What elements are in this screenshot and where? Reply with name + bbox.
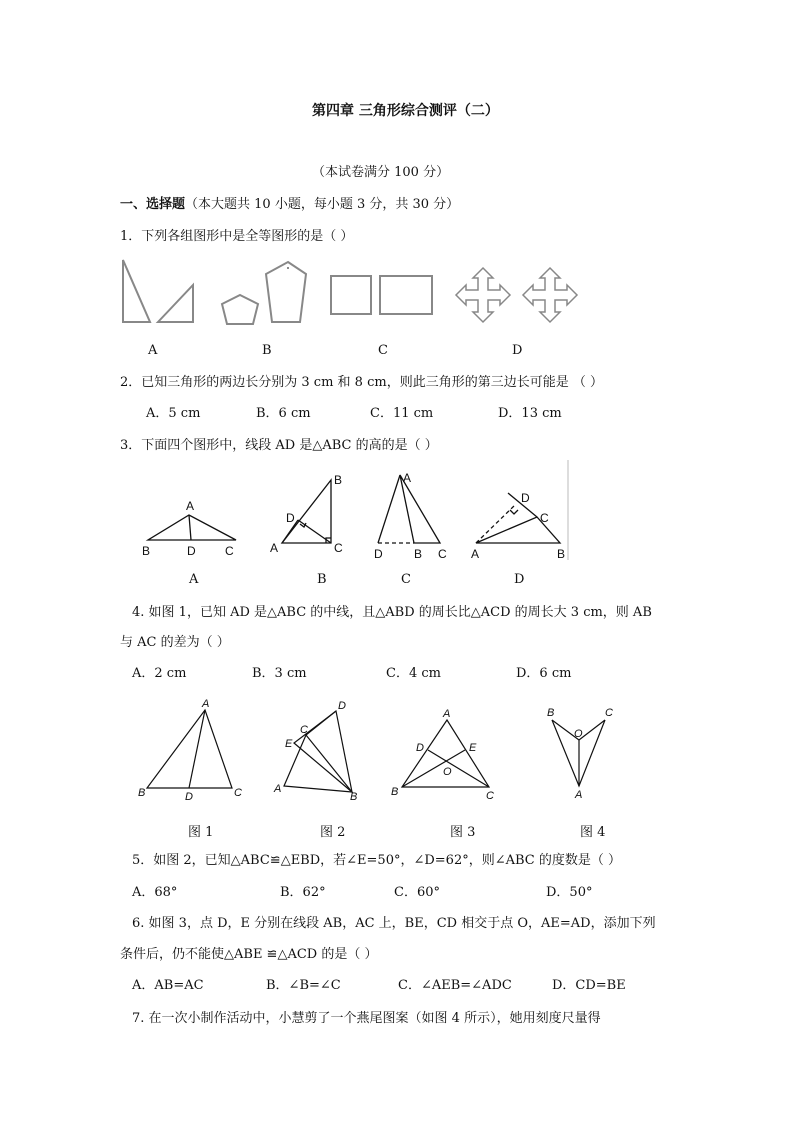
q5-option-d[interactable]: D．50° <box>546 885 593 900</box>
q3b-label-c: C <box>334 541 343 555</box>
q1-option-b[interactable]: B <box>262 343 272 358</box>
q3-option-a[interactable]: A <box>189 572 199 587</box>
q3a-label-a: A <box>186 499 195 513</box>
q2-text: 2．已知三角形的两边长分别为 3 cm 和 8 cm，则此三角形的第三边长可能是 （ ） <box>120 375 603 390</box>
q6-text-line1: 6. 如图 3，点 D，E 分别在线段 AB，AC 上，BE，CD 相交于点 O，AE=AD，添加下列 <box>132 916 656 931</box>
figure-3-caption: 图 3 <box>450 825 476 840</box>
q6-option-c[interactable]: C．∠AEB=∠ADC <box>398 978 512 993</box>
f2-label-b: B <box>350 791 358 803</box>
q3d-label-a: A <box>471 547 480 561</box>
q3d-label-b: B <box>557 547 566 561</box>
f3-label-e: E <box>469 742 477 754</box>
f3-label-a: A <box>443 708 451 720</box>
q4-text-line1: 4. 如图 1，已知 AD 是△ABC 的中线，且△ABD 的周长比△ACD 的周长大 3 cm，则 AB <box>132 605 652 620</box>
q3c-label-c: C <box>438 547 447 561</box>
q4-option-b[interactable]: B．3 cm <box>252 666 307 681</box>
q2-option-d[interactable]: D．13 cm <box>498 406 562 421</box>
q3b-label-d: D <box>286 511 295 525</box>
f2-label-c: C <box>300 724 308 736</box>
f1-label-d: D <box>185 791 193 803</box>
q3-option-b[interactable]: B <box>317 572 327 587</box>
q3b-label-b: B <box>334 473 343 487</box>
q5-option-b[interactable]: B．62° <box>280 885 326 900</box>
q5-option-c[interactable]: C．60° <box>394 885 440 900</box>
q1-option-a[interactable]: A <box>148 343 158 358</box>
q6-text-line2: 条件后，仍不能使△ABE ≌△ACD 的是（ ） <box>120 947 378 962</box>
f1-label-a: A <box>202 698 210 710</box>
f3-label-b: B <box>391 786 399 798</box>
figure-2-caption: 图 2 <box>320 825 346 840</box>
q1-text: 1．下列各组图形中是全等图形的是（ ） <box>120 229 354 244</box>
figure-4-caption: 图 4 <box>580 825 606 840</box>
f3-label-o: O <box>443 766 452 778</box>
f4-label-c: C <box>605 707 613 719</box>
q3c-label-a: A <box>403 471 412 485</box>
q2-option-b[interactable]: B．6 cm <box>256 406 311 421</box>
q5-option-a[interactable]: A．68° <box>132 885 178 900</box>
f3-label-c: C <box>486 790 494 802</box>
q4-text-line2: 与 AC 的差为（ ） <box>120 635 230 650</box>
q6-option-d[interactable]: D．CD=BE <box>552 978 626 993</box>
page-title: 第四章 三角形综合测评（二） <box>312 103 499 119</box>
f4-label-o: O <box>574 728 583 740</box>
f2-label-d: D <box>338 700 346 712</box>
q3-text: 3．下面四个图形中，线段 AD 是△ABC 的高的是（ ） <box>120 438 438 453</box>
section-title: 一、选择题 <box>120 197 186 212</box>
section-note: （本大题共 10 小题，每小题 3 分，共 30 分） <box>185 197 460 212</box>
q3b-label-a: A <box>270 541 279 555</box>
q7-text: 7. 在一次小制作活动中，小慧剪了一个燕尾图案（如图 4 所示），她用刻度尺量得 <box>132 1011 601 1026</box>
figure-2 <box>284 711 352 792</box>
q3-option-d[interactable]: D <box>514 572 525 587</box>
q2-option-a[interactable]: A．5 cm <box>146 406 201 421</box>
q3a-label-c: C <box>225 544 234 558</box>
f2-label-a: A <box>274 783 282 795</box>
q3d-label-c: C <box>540 511 549 525</box>
f4-label-b: B <box>547 707 555 719</box>
q3c-label-b: B <box>414 547 423 561</box>
f3-label-d: D <box>416 742 424 754</box>
q5-text: 5．如图 2，已知△ABC≌△EBD，若∠E=50°，∠D=62°，则∠ABC 的度数是（ ） <box>132 853 622 868</box>
figure-1 <box>147 710 232 788</box>
q3a-label-b: B <box>142 544 151 558</box>
q4-option-a[interactable]: A．2 cm <box>132 666 187 681</box>
f1-label-b: B <box>138 787 146 799</box>
figure-1-caption: 图 1 <box>188 825 214 840</box>
q6-option-a[interactable]: A．AB=AC <box>132 978 204 993</box>
q1-option-d[interactable]: D <box>512 343 523 358</box>
f2-label-e: E <box>285 738 293 750</box>
q6-option-b[interactable]: B．∠B=∠C <box>266 978 341 993</box>
f4-label-a: A <box>575 789 583 801</box>
score-note: （本试卷满分 100 分） <box>312 165 450 180</box>
q3d-label-d: D <box>521 491 530 505</box>
q4-option-d[interactable]: D．6 cm <box>516 666 572 681</box>
q3c-label-d: D <box>374 547 383 561</box>
q3a-label-d: D <box>187 544 196 558</box>
f1-label-c: C <box>234 787 242 799</box>
q2-option-c[interactable]: C．11 cm <box>370 406 434 421</box>
q1-option-c[interactable]: C <box>378 343 388 358</box>
q3-option-c[interactable]: C <box>401 572 411 587</box>
q4-option-c[interactable]: C．4 cm <box>386 666 441 681</box>
